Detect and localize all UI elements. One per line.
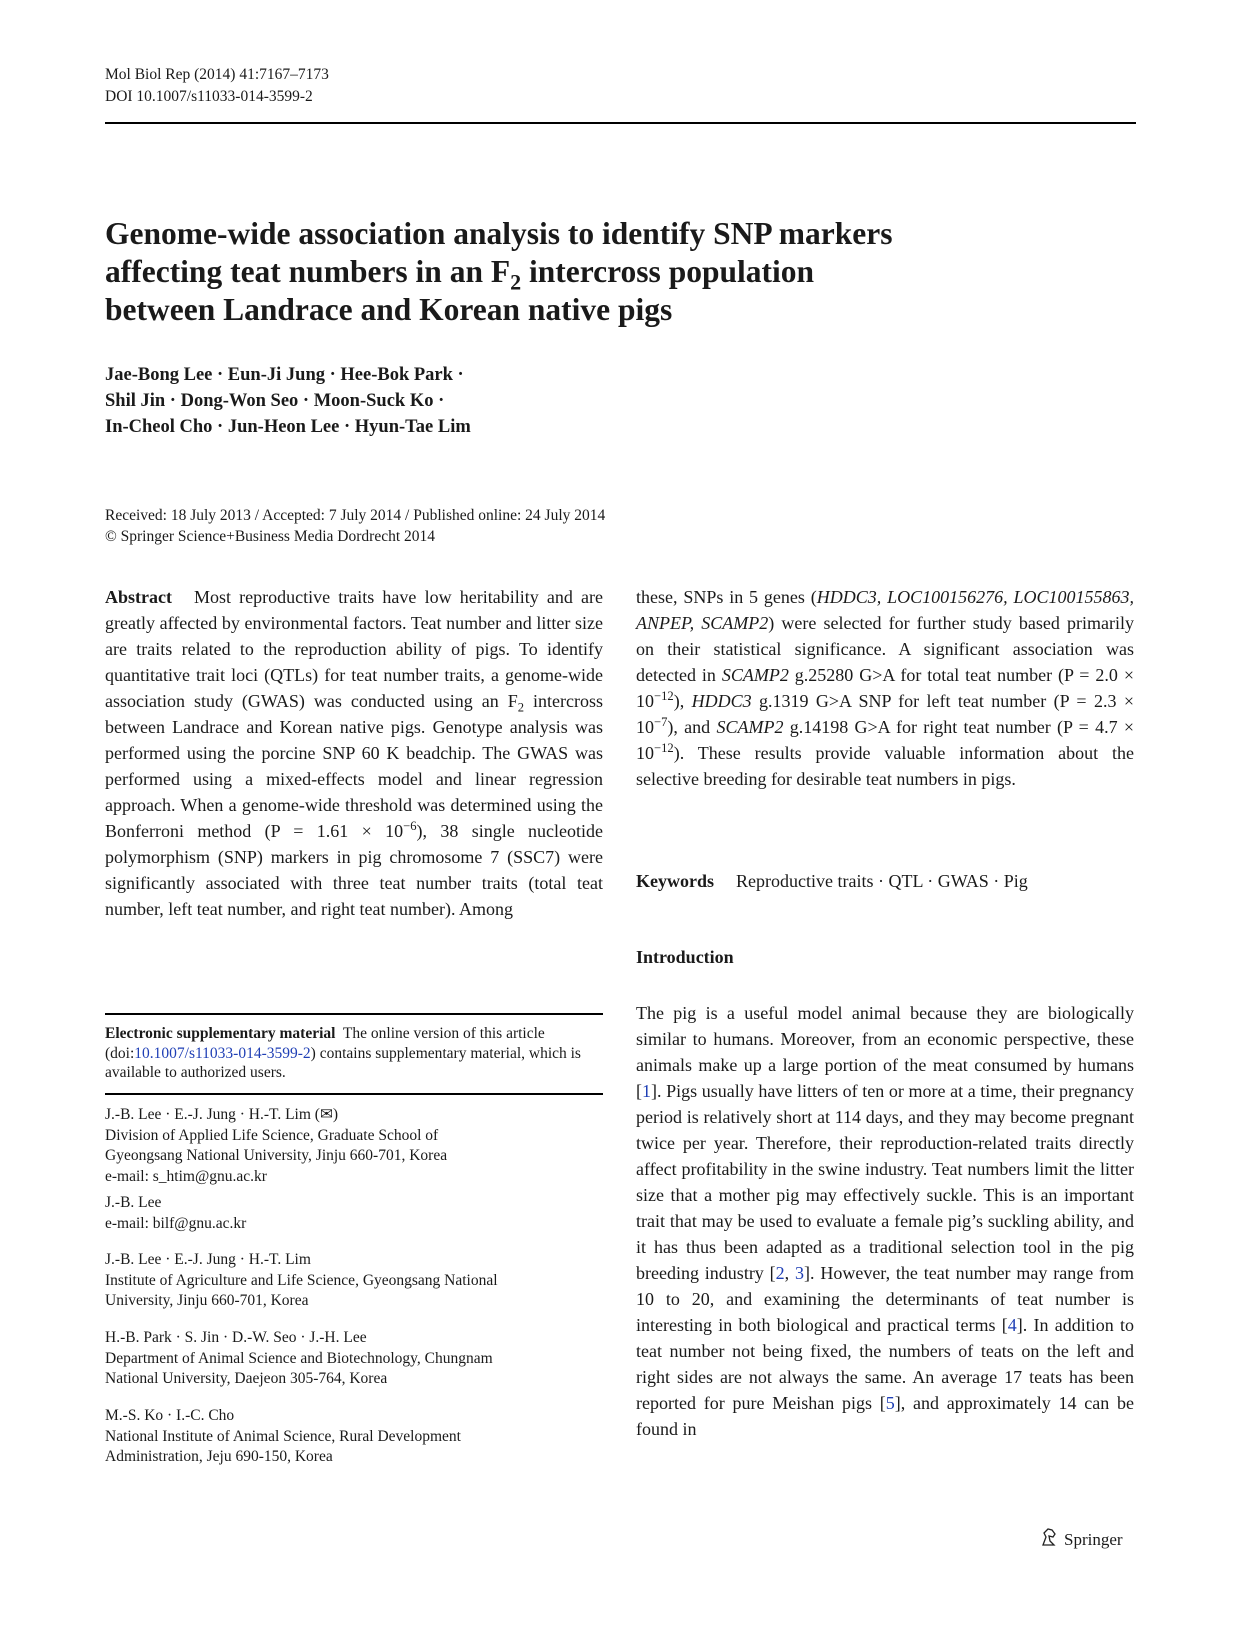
affiliation-email: e-mail: s_htim@gnu.ac.kr [105, 1167, 267, 1185]
paper-title [105, 215, 1105, 329]
abstract-r4: ), [673, 691, 692, 711]
supplementary-material-note [105, 1024, 603, 1083]
esm-text-1: The online version of this article (doi: [105, 1025, 549, 1062]
title-line-2 [105, 253, 1105, 295]
intro-text-4: ]. In addition to teat number not being fixed, the numbers of teats on the left and right sides are not always the same. An average 17 teats has been reported for pure Meishan pigs [ [636, 1315, 1134, 1413]
citation-link[interactable]: 5 [885, 1393, 895, 1413]
citation-link[interactable]: 3 [795, 1263, 804, 1283]
abstract-r5: g.1319 G>A SNP for left teat number (P = 2.3 × 10 [636, 691, 1134, 737]
received-accepted-published: Received: 18 July 2013 / Accepted: 7 July 2014 / Published online: 24 July 2014 [105, 507, 606, 524]
publication-dates [105, 505, 1005, 547]
affiliation-block [105, 1250, 603, 1312]
affiliation-block [105, 1406, 603, 1468]
p-exp-3: −12 [654, 741, 674, 755]
affiliation-block [105, 1193, 603, 1234]
abstract-left-column [105, 584, 603, 922]
affiliation-line: National University, Daejeon 305-764, Korea [105, 1370, 388, 1387]
affiliation-line: Division of Applied Life Science, Graduate School of [105, 1126, 439, 1144]
running-header [105, 64, 329, 108]
authors-line-1: Jae-Bong Lee · Eun-Ji Jung · Hee-Bok Park · [105, 365, 464, 385]
affiliation-block [105, 1105, 603, 1187]
author-list [105, 362, 1005, 440]
affiliations-rule [105, 1093, 603, 1095]
abstract-continuation [636, 584, 1134, 792]
affiliation-authors: J.-B. Lee · E.-J. Jung · H.-T. Lim [105, 1251, 311, 1268]
esm-text-2: ) contains supplementary material, which is available to authorized users. [105, 1044, 581, 1081]
p-exp-1: −12 [654, 689, 674, 703]
affiliation-block [105, 1328, 603, 1390]
abstract-paragraph [105, 584, 603, 922]
title-subscript: 2 [510, 269, 522, 295]
affiliation-line: National Institute of Animal Science, Rural Development [105, 1427, 461, 1445]
keywords [636, 868, 1134, 894]
abstract-r6: ), and [667, 717, 717, 737]
springer-horse-icon [1040, 1527, 1058, 1552]
authors-line-2: Shil Jin · Dong-Won Seo · Moon-Suck Ko · [105, 391, 445, 411]
affiliation-line: University, Jinju 660-701, Korea [105, 1292, 309, 1309]
affiliation-line: Institute of Agriculture and Life Science, Gyeongsang National [105, 1271, 498, 1289]
abstract-r3: g.25280 G>A for total teat number (P = 2.0 × 10 [636, 665, 1134, 711]
gene-list: HDDC3, LOC100156276, LOC100155863, ANPEP, SCAMP2 [636, 587, 1134, 633]
citation-link[interactable]: 1 [642, 1081, 651, 1101]
introduction-heading: Introduction [636, 947, 734, 967]
keywords-label: Keywords [636, 871, 714, 891]
citation-link[interactable]: 4 [1007, 1315, 1017, 1335]
abstract-text-2: intercross between Landrace and Korean native pigs. Genotype analysis was performed using the porcine SNP 60 K beadchip. The GWAS was performed using a mixed-effects model and linear regression approach. When a genome-wide threshold was determined using the Bonferroni method (P = 1.61 × 10 [105, 691, 603, 841]
introduction-body [636, 1000, 1134, 1442]
abstract-r2: ) were selected for further study based primarily on their statistical significance. A significant association was detected in [636, 613, 1134, 685]
intro-text-2: ]. Pigs usually have litters of ten or more at a time, their pregnancy period is relatively short at 114 days, and they may become pregnant twice per year. Therefore, their reproduction-related traits directly affect profitability in the swine industry. Teat numbers limit the litter size that a mother pig may effectively suckle. This is an important trait that may be used to evaluate a female pig’s suckling ability, and it has thus been adapted as a traditional selection tool in the pig breeding industry [ [636, 1081, 1134, 1283]
affiliation-authors: H.-B. Park · S. Jin · D.-W. Seo · J.-H. Lee [105, 1329, 367, 1346]
publisher-logo [1040, 1527, 1123, 1552]
doi-link[interactable]: 10.1007/s11033-014-3599-2 [134, 1044, 311, 1062]
introduction-paragraph [636, 1000, 1134, 1442]
esm-label: Electronic supplementary material [105, 1025, 336, 1042]
copyright-line: © Springer Science+Business Media Dordrecht 2014 [105, 528, 436, 545]
title-line-1: Genome-wide association analysis to identify SNP markers [105, 216, 893, 251]
gene-scamp2-2: SCAMP2 [716, 717, 784, 737]
journal-citation: Mol Biol Rep (2014) 41:7167–7173 [105, 66, 329, 83]
affiliation-line: Gyeongsang National University, Jinju 660-701, Korea [105, 1147, 448, 1164]
abstract-superscript: −6 [403, 819, 417, 833]
gene-scamp2: SCAMP2 [721, 665, 789, 685]
title-line-2-tail: intercross population [521, 254, 815, 289]
abstract-r1: these, SNPs in 5 genes ( [636, 587, 817, 607]
citation-separator: , [784, 1263, 795, 1283]
intro-text-5: ], and approximately 14 can be found in [636, 1393, 1134, 1439]
publisher-name: Springer [1064, 1529, 1123, 1549]
abstract-r8: ). These results provide valuable information about the selective breeding for desirable teat numbers in pigs. [636, 743, 1134, 789]
abstract-right-column [636, 584, 1134, 792]
affiliation-authors: J.-B. Lee [105, 1194, 162, 1211]
affiliation-line: Administration, Jeju 690-150, Korea [105, 1448, 333, 1465]
title-line-3: between Landrace and Korean native pigs [105, 292, 673, 327]
intro-text-3: ]. However, the teat number may range from 10 to 20, and examining the determinants of teat number is interesting in both biological and practical terms [ [636, 1263, 1135, 1335]
p-exp-2: −7 [654, 715, 668, 729]
affiliation-authors: M.-S. Ko · I.-C. Cho [105, 1407, 235, 1424]
abstract-subscript: 2 [517, 700, 525, 715]
affiliation-email: e-mail: bilf@gnu.ac.kr [105, 1214, 247, 1232]
authors-line-3: In-Cheol Cho · Jun-Heon Lee · Hyun-Tae Lim [105, 417, 471, 437]
header-rule [105, 122, 1136, 124]
affiliation-authors: J.-B. Lee · E.-J. Jung · H.-T. Lim (✉) [105, 1106, 339, 1123]
doi: DOI 10.1007/s11033-014-3599-2 [105, 88, 313, 105]
title-line-2-text: affecting teat numbers in an F [105, 254, 511, 289]
abstract-r7: g.14198 G>A for right teat number (P = 4.7 × 10 [636, 717, 1134, 763]
esm-rule [105, 1013, 603, 1015]
keywords-text: Reproductive traits · QTL · GWAS · Pig [736, 871, 1028, 891]
intro-text-1: The pig is a useful model animal because they are biologically similar to humans. Moreover, from an economic perspective, these animals make up a large portion of the meat consumed by humans [ [636, 1003, 1134, 1101]
affiliation-line: Department of Animal Science and Biotechnology, Chungnam [105, 1349, 493, 1367]
abstract-text-3: ), 38 single nucleotide polymorphism (SNP) markers in pig chromosome 7 (SSC7) were significantly associated with three teat number traits (total teat number, left teat number, and right teat number). Among [105, 821, 603, 919]
abstract-label: Abstract [105, 587, 172, 607]
abstract-text-1: Most reproductive traits have low heritability and are greatly affected by environmental factors. Teat number and litter size are traits related to the reproduction ability of pigs. To identify quantitative trait loci (QTLs) for teat number traits, a genome-wide association study (GWAS) was conducted using an F [105, 587, 603, 711]
gene-hddc3: HDDC3 [691, 691, 752, 711]
citation-link[interactable]: 2 [775, 1263, 785, 1283]
